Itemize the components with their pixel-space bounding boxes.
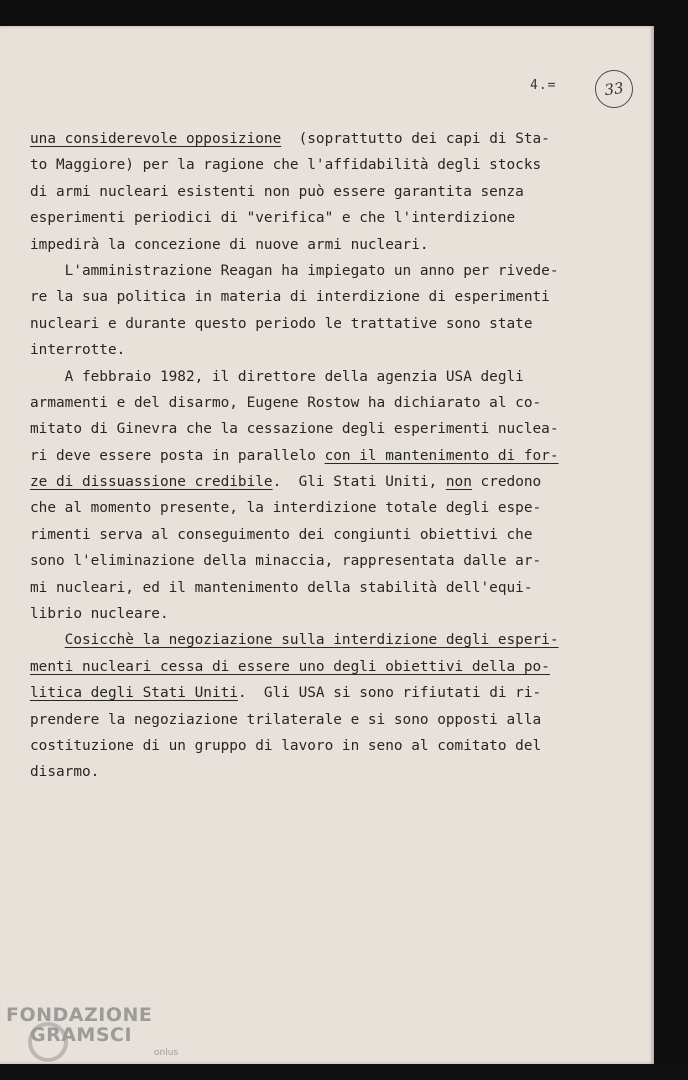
text-line	[30, 337, 605, 363]
text-segment: (soprattutto dei capi di Sta-	[281, 131, 550, 147]
text-line	[30, 548, 605, 574]
text-segment: nucleari e durante questo periodo le trattative sono state	[30, 315, 533, 332]
scan-bottom-border	[0, 1064, 688, 1080]
underlined-text: una considerevole opposizione	[30, 131, 282, 147]
text-line	[30, 443, 605, 469]
underlined-text: non	[445, 474, 472, 491]
text-segment: interrotte.	[30, 342, 126, 359]
text-segment: A febbraio 1982, il direttore della agenzia USA degli	[30, 368, 524, 385]
text-line	[30, 495, 605, 521]
underlined-text: con il mantenimento di for-	[324, 447, 559, 464]
text-segment: re la sua politica in materia di interdizione di esperimenti	[30, 289, 550, 306]
text-line	[30, 469, 605, 495]
document-body	[30, 126, 605, 786]
watermark-line-1: FONDAZIONE	[6, 1004, 153, 1026]
text-line	[30, 601, 605, 627]
text-line	[30, 232, 605, 258]
text-line	[30, 575, 605, 601]
text-segment: . Gli USA si sono rifiutati di ri-	[237, 685, 542, 702]
text-line	[30, 126, 605, 152]
text-line	[30, 179, 605, 205]
text-segment: esperimenti periodici di "verifica" e che l'interdizione	[30, 210, 516, 227]
text-line	[30, 284, 605, 310]
text-segment: . Gli Stati Uniti,	[272, 474, 446, 491]
scan-top-border	[0, 0, 688, 26]
text-line	[30, 258, 605, 284]
underlined-text: menti nucleari cessa di essere uno degli obiettivi della po-	[30, 658, 550, 675]
text-line	[30, 759, 605, 785]
text-line	[30, 627, 605, 653]
text-segment: L'amministrazione Reagan ha impiegato un anno per rivede-	[30, 262, 559, 279]
text-line	[30, 311, 605, 337]
text-segment: che al momento presente, la interdizione totale degli espe-	[30, 500, 542, 517]
text-segment: to Maggiore) per la ragione che l'affidabilità degli stocks	[30, 157, 542, 174]
document-page	[0, 26, 654, 1064]
text-segment: costituzione di un gruppo di lavoro in seno al comitato del	[30, 737, 542, 754]
text-line	[30, 364, 605, 390]
text-line	[30, 152, 605, 178]
text-segment: armamenti e del disarmo, Eugene Rostow ha dichiarato al co-	[30, 394, 542, 411]
text-line	[30, 707, 605, 733]
text-segment: sono l'eliminazione della minaccia, rappresentata dalle ar-	[30, 553, 542, 570]
page-number: 4.=	[530, 78, 557, 93]
watermark-line-2: GRAMSCI	[30, 1024, 133, 1046]
text-line	[30, 654, 605, 680]
text-line	[30, 416, 605, 442]
archive-stamp: 33	[593, 68, 636, 111]
text-segment	[30, 632, 65, 648]
text-segment: mi nucleari, ed il mantenimento della stabilità dell'equi-	[30, 579, 533, 596]
text-line	[30, 205, 605, 231]
text-line	[30, 680, 605, 706]
text-segment: rimenti serva al conseguimento dei congiunti obiettivi che	[30, 526, 533, 543]
text-segment: librio nucleare.	[30, 606, 169, 623]
underlined-text: ze di dissuassione credibile	[30, 474, 273, 491]
text-line	[30, 733, 605, 759]
watermark-logo-icon	[28, 1022, 68, 1062]
text-segment: di armi nucleari esistenti non può essere garantita senza	[30, 183, 524, 200]
scan-right-border	[654, 0, 688, 1080]
text-segment: impedirà la concezione di nuove armi nucleari.	[30, 236, 429, 253]
text-line	[30, 390, 605, 416]
text-line	[30, 522, 605, 548]
fondazione-gramsci-watermark	[6, 1004, 179, 1058]
underlined-text: litica degli Stati Uniti	[30, 685, 238, 702]
text-segment: mitato di Ginevra che la cessazione degli esperimenti nuclea-	[30, 421, 559, 438]
text-segment: prendere la negoziazione trilaterale e si sono opposti alla	[30, 711, 542, 728]
text-segment: credono	[471, 474, 542, 491]
underlined-text: Cosicchè la negoziazione sulla interdizione degli esperi-	[64, 632, 559, 649]
watermark-small: onlus	[154, 1048, 179, 1058]
text-segment: disarmo.	[30, 764, 100, 781]
text-segment: ri deve essere posta in parallelo	[30, 447, 325, 464]
